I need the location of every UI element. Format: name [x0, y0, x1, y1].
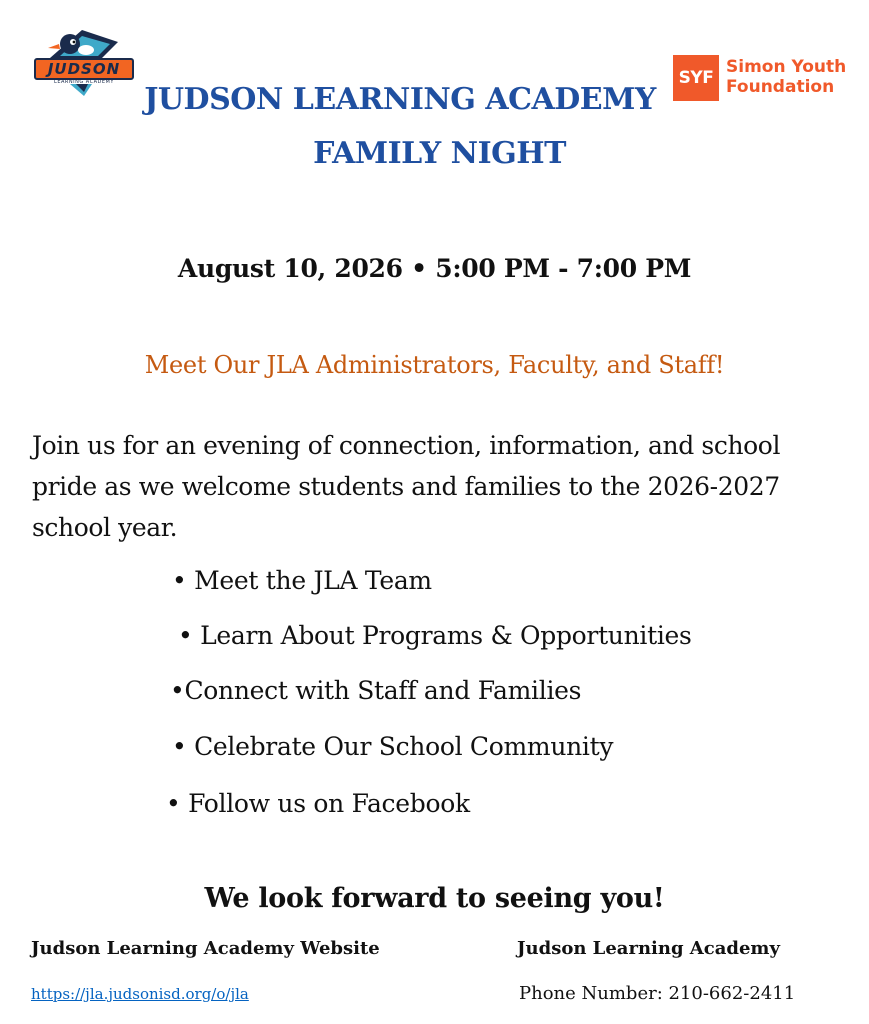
- bullet-item: • Follow us on Facebook: [166, 789, 470, 818]
- intro-paragraph: Join us for an evening of connection, information, and school pride as we welcome students and families to the 2026-2027 school year.: [32, 431, 781, 542]
- syf-name-line-1: Simon Youth: [726, 57, 847, 77]
- syf-logo-mark: SYF: [673, 55, 719, 101]
- bullet-item: • Meet the JLA Team: [172, 566, 432, 595]
- judson-wordmark-subtext: LEARNING ACADEMY: [54, 79, 114, 85]
- page-title-line-2: FAMILY NIGHT: [313, 136, 566, 171]
- bullet-item: • Celebrate Our School Community: [172, 732, 614, 761]
- bullet-item: • Learn About Programs & Opportunities: [178, 621, 692, 650]
- school-contact-heading: Judson Learning Academy: [517, 938, 780, 959]
- event-date-time: August 10, 2026 • 5:00 PM - 7:00 PM: [177, 254, 692, 283]
- closing-message: We look forward to seeing you!: [204, 883, 665, 914]
- judson-wordmark: JUDSON: [34, 58, 134, 80]
- syf-name-line-2: Foundation: [726, 77, 835, 97]
- page-title-line-1: JUDSON LEARNING ACADEMY: [144, 82, 656, 117]
- phone-number: Phone Number: 210-662-2411: [519, 983, 796, 1004]
- bullet-item: •Connect with Staff and Families: [170, 676, 582, 705]
- tagline: Meet Our JLA Administrators, Faculty, and Staff!: [144, 351, 725, 379]
- website-heading: Judson Learning Academy Website: [31, 938, 380, 959]
- website-link[interactable]: https://jla.judsonisd.org/o/jla: [31, 985, 249, 1003]
